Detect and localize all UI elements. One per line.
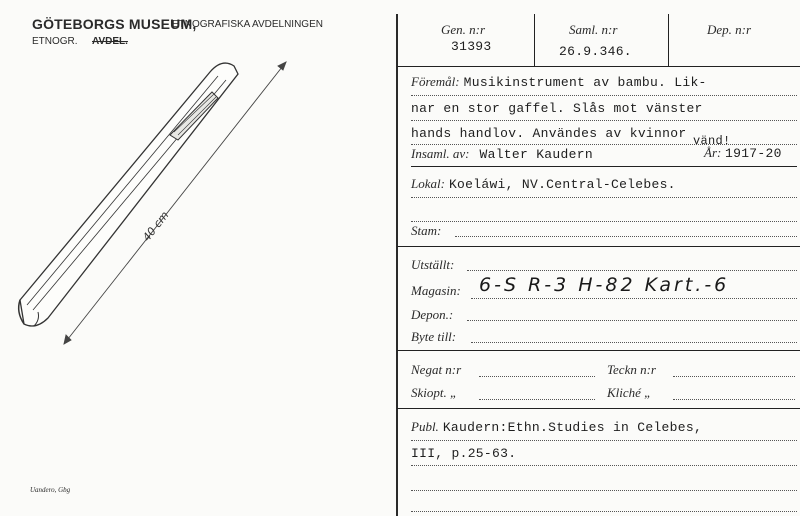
box-divider-2 (668, 14, 669, 66)
ar-value: 1917-20 (725, 146, 782, 161)
foremal-label: Föremål: (411, 74, 460, 89)
measure-arrow (64, 62, 286, 344)
publ-line-1: Kaudern:Ethn.Studies in Celebes, (442, 420, 703, 435)
teckn-dotline (673, 376, 795, 377)
lokal-section (411, 175, 797, 222)
negat-label: Negat n:r (411, 362, 462, 377)
insaml-label: Insaml. av: (411, 146, 470, 161)
museum-name: GÖTEBORGS MUSEUM, (32, 16, 197, 32)
storage-section (411, 256, 797, 346)
saml-nr-label: Saml. n:r (569, 22, 618, 37)
magasin-dotline (471, 298, 797, 299)
printer-mark: Uandero, Gbg (30, 486, 71, 494)
insaml-row (411, 145, 797, 167)
negat-dotline (479, 376, 595, 377)
box-divider-1 (534, 14, 535, 66)
teckn-label: Teckn n:r (607, 362, 656, 377)
ar-label: År: (704, 145, 722, 160)
stam-row (411, 222, 797, 240)
skiopt-label: Skiopt. „ (411, 385, 458, 400)
separator-3 (397, 408, 800, 409)
lokal-label: Lokal: (411, 176, 445, 191)
stam-label: Stam: (411, 223, 442, 238)
etnogr-label: ETNOGR. (32, 36, 78, 47)
kliche-label: Kliché „ (607, 385, 652, 400)
byte-label: Byte till: (411, 329, 457, 344)
saml-nr-value: 26.9.346. (559, 44, 632, 59)
foremal-line-2: nar en stor gaffel. Slås mot vänster (411, 101, 703, 116)
separator-2 (397, 350, 800, 351)
separator-1 (397, 246, 800, 247)
measure-label: 40 cm (140, 208, 172, 244)
foremal-line-3: hands handlov. Användes av kvinnor (411, 126, 687, 141)
skiopt-dotline (479, 399, 595, 400)
gen-nr-value: 31393 (451, 39, 492, 54)
byte-dotline (471, 342, 797, 343)
bamboo-instrument (19, 63, 238, 326)
magasin-label: Magasin: (411, 283, 461, 298)
publ-line-2: III, p.25-63. (411, 446, 517, 461)
depon-label: Depon.: (411, 307, 454, 322)
stam-dotline (455, 236, 797, 237)
foremal-line-1: Musikinstrument av bambu. Lik- (463, 75, 707, 90)
utstallt-label: Utställt: (411, 257, 455, 272)
department-name: ETNOGRAFISKA AVDELNINGEN (172, 19, 323, 30)
utstallt-dotline (467, 270, 797, 271)
gen-nr-label: Gen. n:r (441, 22, 486, 37)
depon-dotline (467, 320, 797, 321)
vand-note: vänd! (693, 134, 731, 148)
instrument-drawing (0, 0, 397, 516)
magasin-value: 6-S R-3 H-82 Kart.-6 (479, 274, 730, 296)
insaml-value: Walter Kaudern (479, 147, 593, 162)
publ-section (411, 418, 797, 512)
avdel-struck-label: AVDEL. (92, 36, 128, 47)
foremal-section (411, 73, 797, 145)
record-card (397, 0, 800, 516)
publ-label: Publ. (411, 419, 439, 434)
dep-nr-label: Dep. n:r (707, 22, 752, 37)
lokal-value: Koeláwi, NV.Central-Celebes. (448, 177, 676, 192)
kliche-dotline (673, 399, 795, 400)
